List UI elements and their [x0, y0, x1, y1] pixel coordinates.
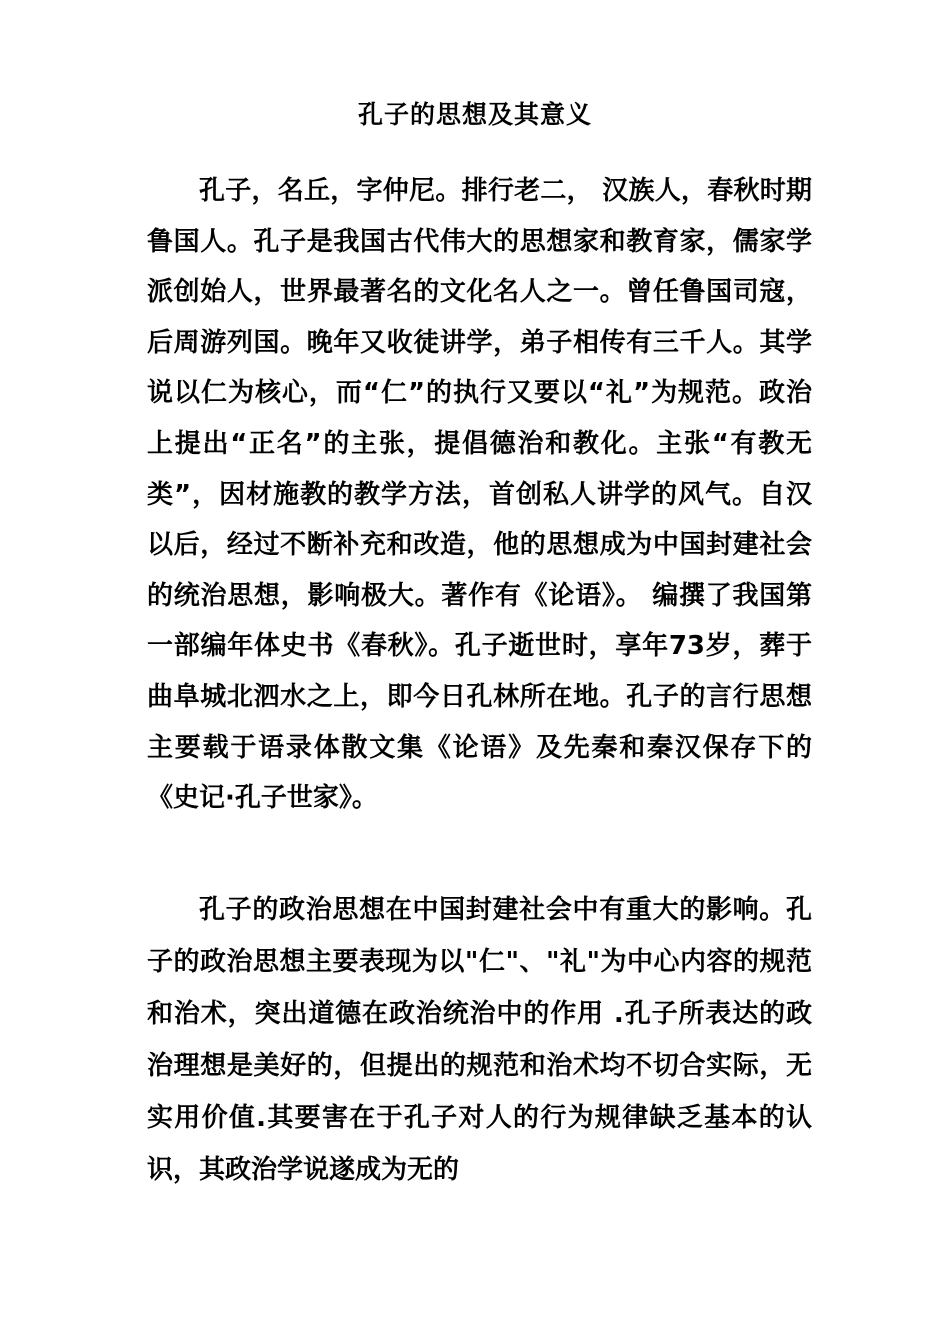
document-title: 孔子的思想及其意义: [357, 100, 592, 129]
paragraph-biography: 孔子，名丘，字仲尼。排行老二， 汉族人，春秋时期鲁国人。孔子是我国古代伟大的思想家和教育家，儒家学派创始人，世界最著名的文化名人之一。曾任鲁国司寇，后周游列国。晚年又收徒讲学，弟子相传有三千人。其学说以仁为核心，而“仁”的执行又要以“礼”为规范。政治上提出“正名”的主张，提倡德治和教化。主张“有教无类”，因材施教的教学方法，首创私人讲学的风气。自汉以后，经过不断补充和改造，他的思想成为中国封建社会的统治思想，影响极大。著作有《论语》。 编撰了我国第一部编年体史书《春秋》。孔子逝世时，享年73岁，葬于曲阜城北泗水之上，即今日孔林所在地。孔子的言行思想主要载于语录体散文集《论语》及先秦和秦汉保存下的《史记·孔子世家》。: [147, 176, 812, 814]
paragraph-political-thought: 孔子的政治思想在中国封建社会中有重大的影响。孔子的政治思想主要表现为以"仁"、"礼"为中心内容的规范和治术，突出道德在政治统治中的作用 .孔子所表达的政治理想是美好的，但提出的规范和治术均不切合实际，无实用价值.其要害在于孔子对人的行为规律缺乏基本的认识，其政治学说遂成为无的: [147, 895, 812, 1185]
